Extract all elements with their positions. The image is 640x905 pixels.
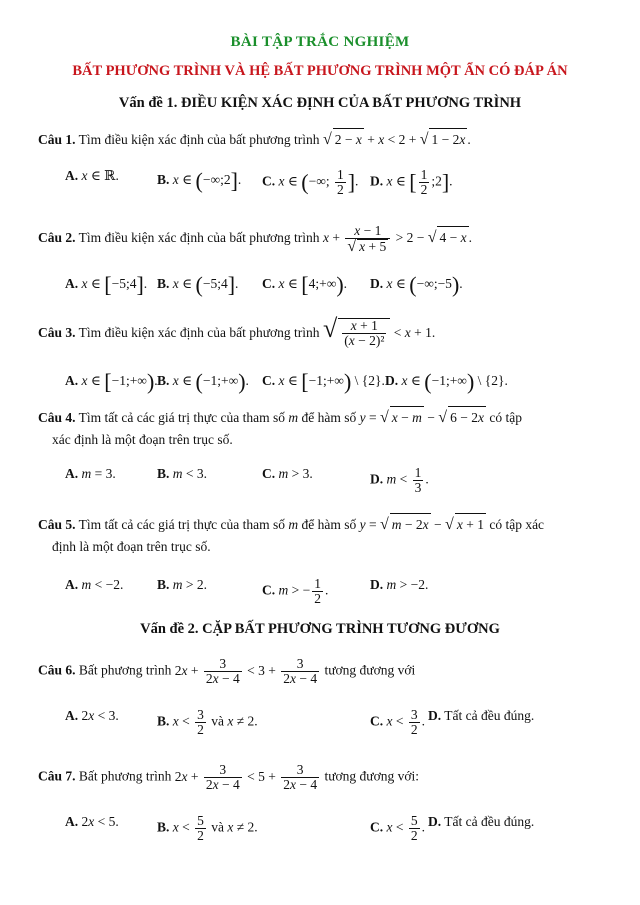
option-d[interactable]: D. x ∈ (−1;+∞) \ {2}. — [385, 369, 508, 394]
options-1 — [65, 168, 625, 198]
math-expression: y = √ m − 2x − √ x + 1 — [360, 517, 486, 532]
math-expression: √ $\frac{x + 1}{\text{(x − 2)²}}$ < x + 1. — [322, 314, 436, 349]
options-5 — [65, 577, 625, 607]
option-c[interactable]: C. x ∈ [−1;+∞) \ {2}. — [262, 369, 385, 394]
question-text: Tìm điều kiện xác định của bất phương trình — [78, 230, 320, 246]
math-expression: √ 2 − x + x < 2 + √ 1 − 2x . — [323, 132, 471, 147]
document-title: BÀI TẬP TRẮC NGHIỆM — [230, 34, 410, 50]
option-a[interactable]: A. m < −2. — [65, 577, 124, 592]
math-expression: y = √ x − m − √ 6 − 2x — [360, 410, 486, 425]
option-c[interactable]: C. x < $\frac{3}{2}$ . — [370, 707, 425, 737]
question-label: Câu 5. — [38, 517, 76, 532]
option-c[interactable]: C. x ∈ (−∞; $\frac{1}{2}$ ]. — [262, 167, 359, 197]
document-subtitle: BẤT PHƯƠNG TRÌNH VÀ HỆ BẤT PHƯƠNG TRÌNH MỘT ẨN CÓ ĐÁP ÁN — [72, 63, 568, 79]
option-d[interactable]: D. x ∈ (−∞;−5). — [370, 272, 463, 297]
question-text: Bất phương trình — [78, 768, 172, 784]
option-a[interactable]: A. 2x < 5. — [65, 814, 119, 829]
option-a[interactable]: A. m = 3. — [65, 466, 116, 481]
option-b[interactable]: B. x < $\frac{5}{2}$ và x ≠ 2. — [157, 813, 258, 843]
option-c[interactable]: C. x < $\frac{5}{2}$ . — [370, 813, 425, 843]
option-b[interactable]: B. m < 3. — [157, 466, 208, 481]
section-title-1: Vấn đề 1. ĐIỀU KIỆN XÁC ĐỊNH CỦA BẤT PHƯƠNG TRÌNH — [118, 95, 522, 111]
section-title-2: Vấn đề 2. CẶP BẤT PHƯƠNG TRÌNH TƯƠNG ĐƯƠNG — [140, 621, 500, 637]
option-c[interactable]: C. x ∈ [4;+∞). — [262, 272, 348, 297]
option-c[interactable]: C. m > 3. — [262, 466, 313, 481]
options-3 — [65, 369, 625, 399]
options-2 — [65, 272, 625, 302]
option-a[interactable]: A. x ∈ ℝ. — [65, 168, 119, 183]
option-d[interactable]: D. m < $\frac{1}{3}$ . — [370, 465, 429, 495]
option-a[interactable]: A. 2x < 3. — [65, 708, 119, 723]
option-b[interactable]: B. x < $\frac{3}{2}$ và x ≠ 2. — [157, 707, 258, 737]
option-b[interactable]: B. x ∈ (−5;4]. — [157, 272, 239, 297]
question-label: Câu 6. — [38, 662, 76, 678]
question-2 — [38, 224, 610, 254]
question-3 — [38, 314, 610, 349]
math-expression: 2x + $\frac{3}{2x - 4}$ < 5 + $\frac{3}{2x - 4}$ — [174, 762, 318, 792]
question-text: Tìm tất cả các giá trị thực của tham số — [78, 410, 286, 425]
option-b[interactable]: B. m > 2. — [157, 577, 208, 592]
question-text: Tìm điều kiện xác định của bất phương trình — [78, 132, 320, 147]
question-5: Câu 5. Tìm tất cả các giá trị thực của tham số m để hàm số y = √ m − 2x − √ x + 1 có tập xác định là một đoạn trên trục số. — [38, 513, 610, 558]
question-1 — [38, 128, 610, 151]
option-d[interactable]: D. Tất cả đều đúng. — [428, 814, 535, 829]
question-6: Câu 6. Bất phương trình 2x + $\frac{3}{2x - 4}$ < 3 + $\frac{3}{2x - 4}$ tương đương với — [38, 656, 416, 686]
question-4: Câu 4. Tìm tất cả các giá trị thực của tham số m để hàm số y = √ x − m − √ 6 − 2x có tập xác định là một đoạn trên trục số. — [38, 406, 610, 451]
question-label: Câu 2. — [38, 230, 76, 246]
question-label: Câu 1. — [38, 132, 76, 147]
option-a[interactable]: A. x ∈ [−1;+∞). — [65, 369, 158, 394]
option-d[interactable]: D. x ∈ [ $\frac{1}{2}$ ;2]. — [370, 167, 453, 197]
question-7: Câu 7. Bất phương trình 2x + $\frac{3}{2x - 4}$ < 5 + $\frac{3}{2x - 4}$ tương đương với: — [38, 762, 420, 792]
option-a[interactable]: A. x ∈ [−5;4]. — [65, 272, 148, 297]
math-expression: x + $\frac{x - 1}{√ x + 5}$ > 2 − √ 4 − x . — [322, 223, 472, 255]
options-6 — [65, 708, 625, 738]
option-d[interactable]: D. m > −2. — [370, 577, 429, 592]
option-c[interactable]: C. m > − $\frac{1}{2}$ . — [262, 576, 329, 606]
question-text: Tìm điều kiện xác định của bất phương trình — [78, 325, 320, 340]
question-label: Câu 3. — [38, 325, 76, 340]
question-text: Bất phương trình — [78, 662, 172, 678]
math-expression: 2x + $\frac{3}{2x - 4}$ < 3 + $\frac{3}{2x - 4}$ — [174, 656, 318, 686]
option-b[interactable]: B. x ∈ (−1;+∞). — [157, 369, 249, 394]
option-d[interactable]: D. Tất cả đều đúng. — [428, 708, 535, 723]
question-label: Câu 7. — [38, 768, 76, 784]
question-text: Tìm tất cả các giá trị thực của tham số — [78, 517, 286, 532]
options-4 — [65, 466, 625, 496]
options-7 — [65, 814, 625, 844]
question-label: Câu 4. — [38, 410, 76, 425]
option-b[interactable]: B. x ∈ (−∞;2]. — [157, 168, 242, 193]
